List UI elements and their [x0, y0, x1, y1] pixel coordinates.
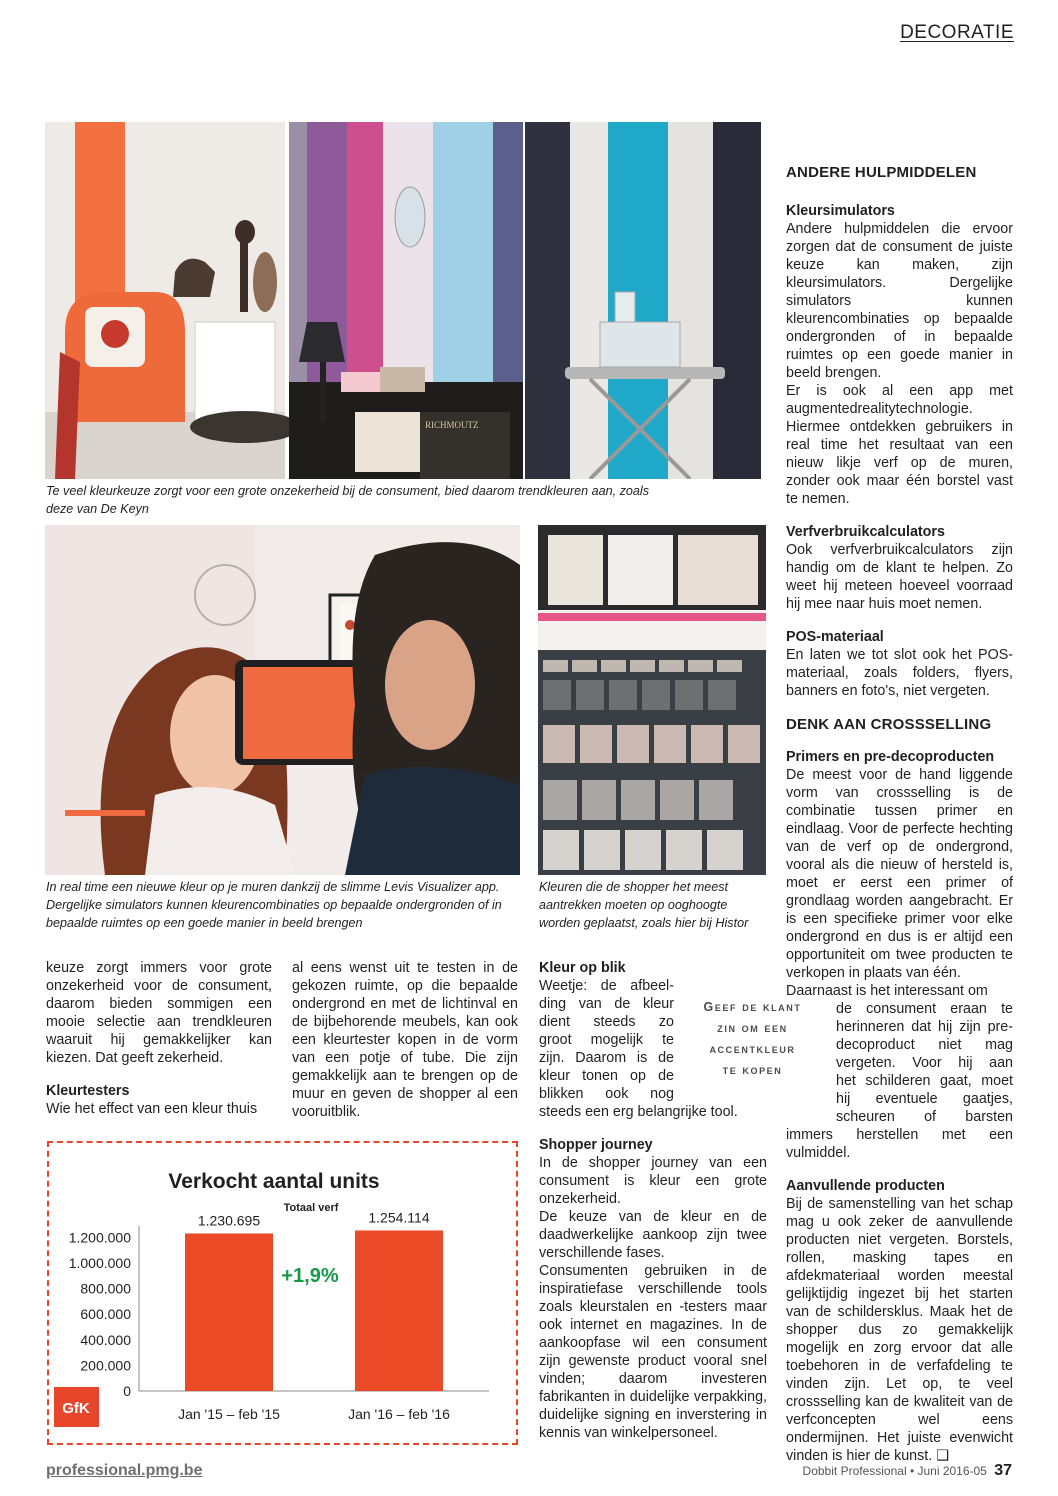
bar-value-label: 1.254.114: [368, 1209, 430, 1226]
caption-mid-right: Kleuren die de shopper het meest aantrekken moeten op ooghoogte worden geplaatst, zoals hier bij Histor: [539, 880, 749, 930]
daarnaast-wrapped: [836, 1000, 1013, 1126]
photo-histor-shelves-illustration: [538, 525, 766, 875]
text-line: groot mogelijk te: [539, 1032, 674, 1048]
heading-verfverbruikcalculators: Verfverbruikcalculators: [786, 524, 945, 540]
text-line: ding van de kleur: [539, 996, 674, 1012]
gfk-logo-text: GfK: [62, 1400, 90, 1417]
bar: [185, 1233, 273, 1391]
text-line: het schilderen gaat, moet: [836, 1073, 1013, 1089]
heading-andere-hulpmiddelen: ANDERE HULPMIDDELEN: [786, 164, 977, 181]
photo-histor-shelves: [538, 525, 766, 875]
x-category-label: Jan '15 – feb '15: [178, 1406, 280, 1422]
footer-site-link[interactable]: professional.pmg.be: [46, 1462, 203, 1479]
bar-value-label: 1.230.695: [197, 1212, 261, 1229]
heading-pos-materiaal: POS-materiaal: [786, 629, 884, 645]
y-tick-label: 600.000: [80, 1306, 131, 1323]
chart-title: Verkocht aantal units: [168, 1170, 380, 1193]
paragraph: De keuze van de kleur en de daadwerkelijke aankoop zijn twee verschillende fases.: [539, 1209, 767, 1261]
y-tick-label: 1.200.000: [68, 1229, 131, 1246]
column-1: [46, 959, 272, 1118]
pull-quote-line: Geef de klant: [703, 1000, 802, 1014]
paragraph: In de shopper journey van een consument is kleur een grote onzekerheid.: [539, 1155, 767, 1207]
y-tick-label: 1.000.000: [68, 1255, 131, 1271]
text-line: Weetje: de afbeel-: [539, 978, 674, 994]
paragraph: De meest voor de hand liggende vorm van crossselling is de combinatie tussen primer en eindlaag. Voor de perfecte hechting van de verf op de ondergrond, vooral als die nieuw of hersteld is, moet er eerst een primer of grondlaag worden aangebracht. Er is een specifieke primer voor elke ondergrond en dus is er altijd een opportuniteit om twee producten te verkopen in plaats van één.: [786, 767, 1013, 981]
footer-publication: [803, 1462, 1012, 1480]
heading-shopper-journey: Shopper journey: [539, 1137, 653, 1153]
text-line: vergeten. Voor hij aan: [836, 1055, 1013, 1071]
text-line: decoproduct niet mag: [836, 1037, 1013, 1053]
photo-trendkleuren: [45, 122, 761, 479]
paragraph: al eens wenst uit te testen in de gekozen ruimte, op die bepaalde ondergrond en met de lichtinval en de bijbehorende meubels, kan ook een kleurtester kopen in de vorm van een potje of tube. Die zijn gemakkelijk aan te brengen op de muur en geven de shopper al een vooruitblik.: [292, 960, 518, 1120]
text-line: de consument eraan te: [836, 1001, 1013, 1017]
photo-trendkleuren-illustration: [45, 122, 761, 479]
paragraph: Consumenten gebruiken in de inspiratiefase verschillende tools zoals kleurstalen en -testers maar ook internet en magazines. In de aankoopfase wil een consument zijn gewenste product vooral snel vinden; daarom investeren fabrikanten in duidelijke verpakking, duidelijke signing en inverstering in kennis van winkelpersoneel.: [539, 1263, 767, 1441]
pull-quote-line: accentkleur: [709, 1042, 796, 1056]
bar-chart: [49, 1143, 515, 1442]
text-line: zijn. Daarom is de: [539, 1050, 674, 1066]
pull-quote-line: zin om een: [717, 1021, 788, 1035]
heading-kleur-op-blik: Kleur op blik: [539, 960, 626, 976]
text-line: herinneren dat hij zijn pre-: [836, 1019, 1013, 1035]
paragraph: steeds een erg belangrijke tool.: [539, 1104, 738, 1120]
text-line: blikken ook nog: [539, 1086, 674, 1102]
heading-aanvullende-producten: Aanvullende producten: [786, 1178, 945, 1194]
kleur-op-blik-wrapped: [539, 977, 674, 1103]
paragraph: immers herstellen met een vulmiddel.: [786, 1127, 1013, 1161]
bar: [355, 1230, 443, 1391]
paragraph-text: Bij de samenstelling van het schap mag u ook zeker de aanvullende producten niet vergeten. Borstels, rollen, masking tapes en afdekmateriaal worden meestal gelijktijdig ingezet bij het starten van de schildersklus. Maak het de shopper dus zo gemakkelijk mogelijk en zorg ervoor dat alle toebehoren in de verfafdeling te vinden zijn. Let op, te veel crossselling kan de kwaliteit van de verfconcepten wel eens ondermijnen. Het juiste evenwicht vinden is hier de kunst.: [786, 1196, 1013, 1464]
text-line: hij eventuele gaatjes,: [836, 1091, 1013, 1107]
section-label: DECORATIE: [900, 22, 1014, 43]
paragraph: [786, 1195, 1013, 1465]
text-line: dient steeds zo: [539, 1014, 674, 1030]
y-tick-label: 200.000: [80, 1357, 131, 1374]
y-tick-label: 400.000: [80, 1331, 131, 1348]
paragraph: keuze zorgt immers voor grote onzekerheid voor de consument, daarom bieden sommigen een mooie selectie aan trendkleuren waaruit hij gemakkelijker kan kiezen. Dat geeft zekerheid.: [46, 960, 272, 1066]
heading-primers: Primers en pre-decoproducten: [786, 749, 995, 765]
column-2: [292, 959, 518, 1121]
paragraph: Wie het effect van een kleur thuis: [46, 1101, 258, 1117]
photo-levis-visualizer-illustration: [45, 525, 520, 875]
chart-box: [47, 1141, 518, 1445]
text-line: kleur tonen op de: [539, 1068, 674, 1084]
publication-name: Dobbit Professional • Juni 2016-05: [802, 1464, 987, 1478]
caption-top: Te veel kleurkeuze zorgt voor een grote onzekerheid bij de consument, bied daarom trendkleuren aan, zoals deze van De Keyn: [46, 484, 649, 516]
y-tick-label: 800.000: [80, 1280, 131, 1297]
paragraph: Er is ook al een app met augmentedrealitytechnologie. Hiermee ontdekken gebruikers in real time het resultaat van een nieuw likje verf op de muren, zonder ook maar één borstel vast te nemen.: [786, 383, 1013, 507]
heading-denk-aan-crossselling: DENK AAN CROSSSELLING: [786, 716, 992, 733]
chart-subtitle: Totaal verf: [283, 1202, 339, 1214]
x-category-label: Jan '16 – feb '16: [348, 1406, 450, 1422]
book-title: RICHMOUTZ: [425, 420, 479, 430]
y-tick-label: 0: [123, 1383, 131, 1399]
y-axis: [69, 1229, 132, 1399]
chart-annotation: +1,9%: [281, 1265, 339, 1287]
photo-levis-visualizer: [45, 525, 520, 875]
heading-kleurtesters: Kleurtesters: [46, 1083, 130, 1099]
end-mark-icon: ❑: [936, 1448, 950, 1464]
bars: [178, 1209, 450, 1422]
paragraph: Ook verfverbruikcalculators zijn handig om de klant te helpen. Zo weet hij meteen hoeveel voorraad hij mee naar huis moet nemen.: [786, 542, 1013, 612]
page-number: 37: [994, 1462, 1012, 1479]
heading-kleursimulators: Kleursimulators: [786, 203, 895, 219]
paragraph: Daarnaast is het interessant om: [786, 983, 988, 999]
gfk-logo: [54, 1387, 99, 1427]
pull-quote-line: te kopen: [722, 1063, 783, 1077]
text-line: scheuren of barsten: [836, 1109, 1013, 1125]
paragraph: Andere hulpmiddelen die ervoor zorgen dat de consument de juiste keuze kan maken, zijn kleursimulators. Dergelijke simulators kunnen kleurencombinaties op bepaalde ondergronden of in bepaalde ruimtes op een goede manier in beeld brengen.: [786, 221, 1013, 381]
paragraph: En laten we tot slot ook het POS-materiaal, zoals folders, flyers, banners en foto's, niet vergeten.: [786, 647, 1013, 699]
caption-mid-left: In real time een nieuwe kleur op je muren dankzij de slimme Levis Visualizer app. Dergelijke simulators kunnen kleurencombinaties op bepaalde ondergronden of in bepaalde ruimtes op een goede manier in beeld brengen: [46, 880, 502, 930]
column-4: [786, 164, 1013, 1465]
